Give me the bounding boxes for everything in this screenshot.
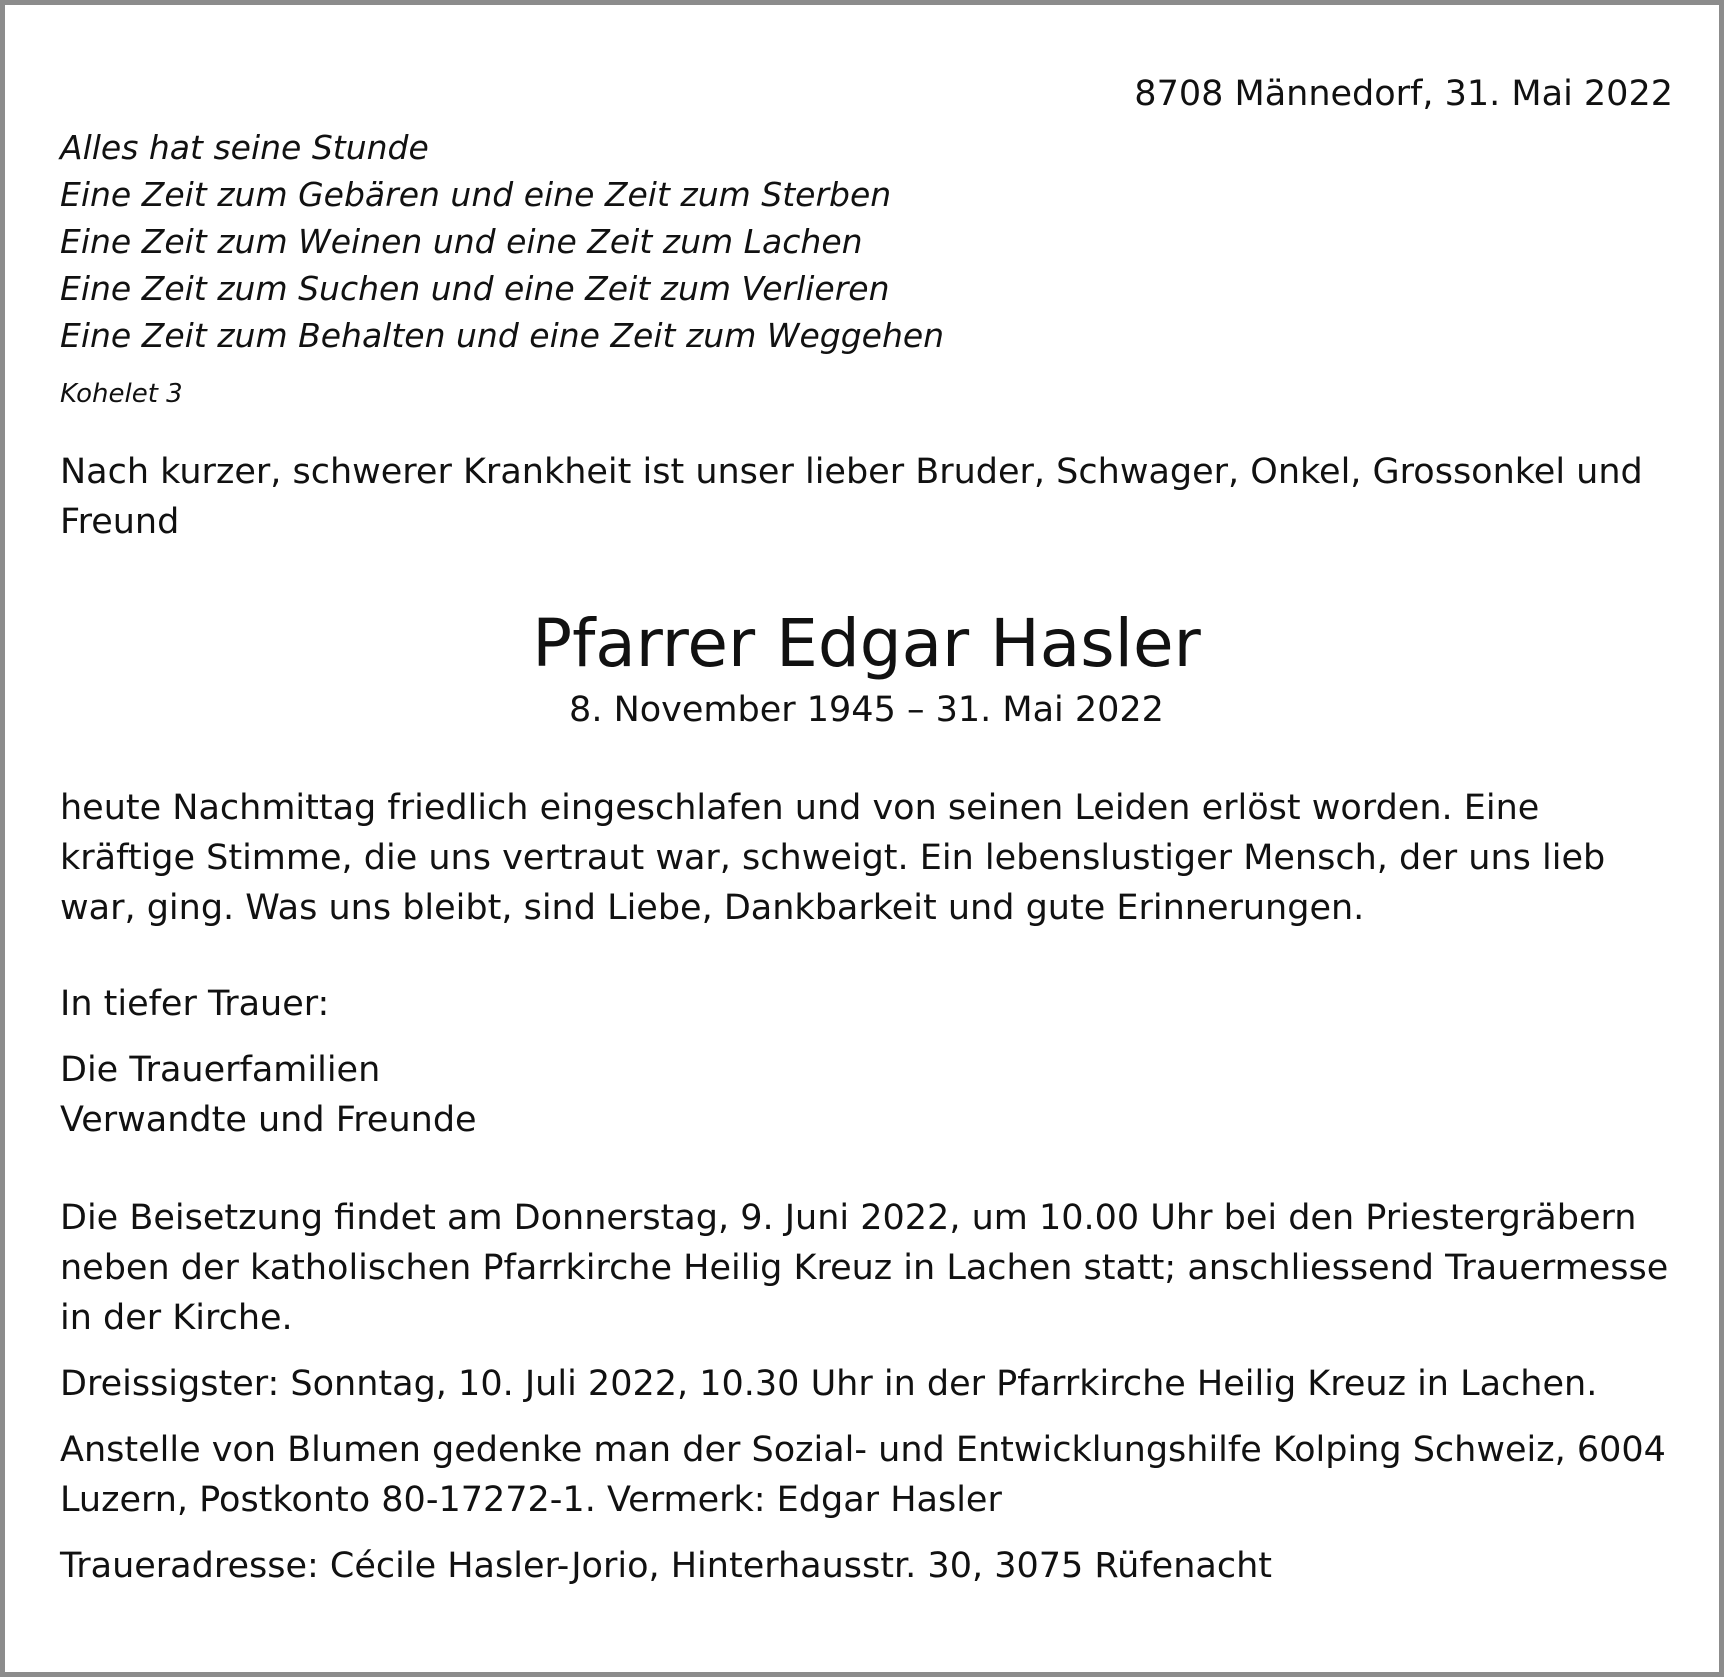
intro-text: Nach kurzer, schwerer Krankheit ist unser lieber Bruder, Schwager, Onkel, Grossonkel und Freund (60, 452, 1643, 542)
motto-line: Eine Zeit zum Weinen und eine Zeit zum Lachen (60, 222, 863, 261)
motto-verse (60, 124, 1673, 359)
motto-line: Eine Zeit zum Behalten und eine Zeit zum Weggehen (60, 316, 945, 355)
mourning-address: Traueradresse: Cécile Hasler-Jorio, Hinterhausstr. 30, 3075 Rüfenacht (60, 1546, 1272, 1586)
motto-line: Alles hat seine Stunde (60, 128, 429, 167)
deceased-name: Pfarrer Edgar Hasler (532, 605, 1201, 682)
family-line: Verwandte und Freunde (60, 1100, 477, 1140)
life-dates: 8. November 1945 – 31. Mai 2022 (569, 690, 1164, 730)
family-line: Die Trauerfamilien (60, 1050, 381, 1090)
thirtieth-info: Dreissigster: Sonntag, 10. Juli 2022, 10.30 Uhr in der Pfarrkirche Heilig Kreuz in Lachen. (60, 1364, 1598, 1404)
motto-line: Eine Zeit zum Gebären und eine Zeit zum Sterben (60, 175, 892, 214)
mourning-heading: In tiefer Trauer: (60, 984, 330, 1024)
obituary-content (60, 60, 1673, 1591)
burial-info: Die Beisetzung findet am Donnerstag, 9. Juni 2022, um 10.00 Uhr bei den Priestergräbern neben der katholischen Pfarrkirche Heilig Kreuz in Lachen statt; anschliessend Trauermesse in der Kirche. (60, 1198, 1669, 1338)
donation-info: Anstelle von Blumen gedenke man der Sozial- und Entwicklungshilfe Kolping Schweiz, 6004 Luzern, Postkonto 80-17272-1. Vermerk: Edgar Hasler (60, 1430, 1666, 1520)
motto-source: Kohelet 3 (60, 379, 183, 409)
mourning-families (60, 1045, 1673, 1145)
motto-line: Eine Zeit zum Suchen und eine Zeit zum Verlieren (60, 269, 890, 308)
place-date: 8708 Männedorf, 31. Mai 2022 (1134, 74, 1673, 114)
message-text: heute Nachmittag friedlich eingeschlafen und von seinen Leiden erlöst worden. Eine kräftige Stimme, die uns vertraut war, schweigt. Ein lebenslustiger Mensch, der uns lieb war, ging. Was uns bleibt, sind Liebe, Dankbarkeit und gute Erinnerungen. (60, 788, 1606, 928)
